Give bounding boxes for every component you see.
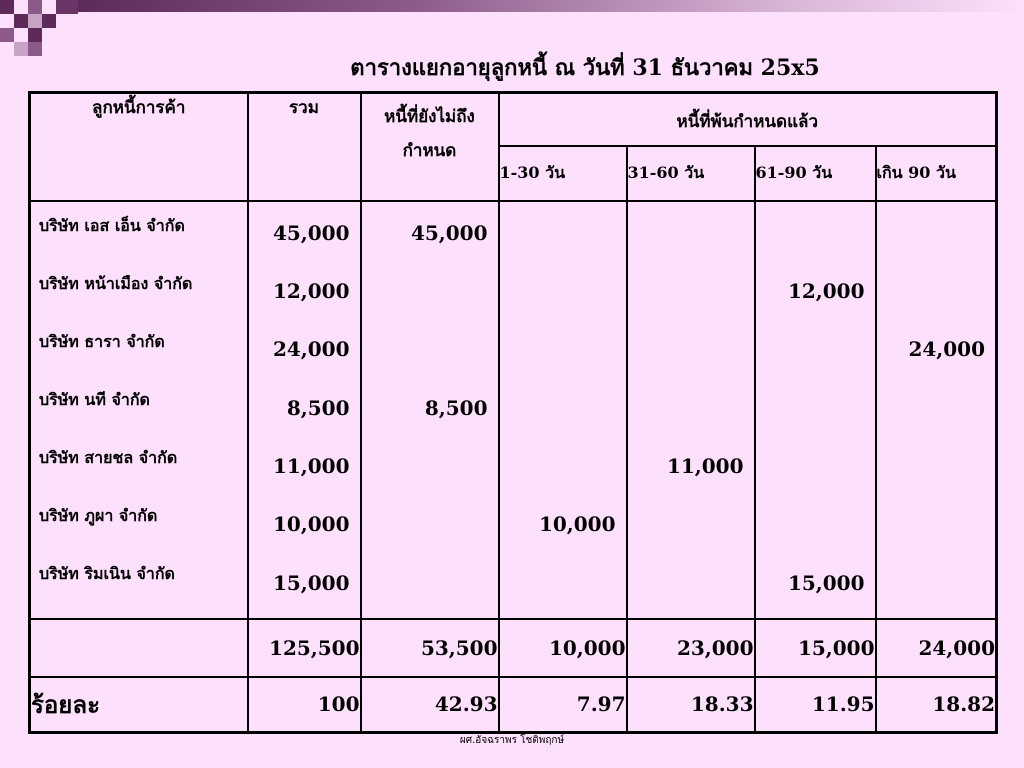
decorative-square bbox=[28, 0, 42, 14]
bucket-1-30-cell: 10,000 bbox=[538, 512, 616, 537]
customer-name: บริษัท เอส เอ็น จำกัด bbox=[39, 215, 185, 235]
not-due-cell bbox=[362, 493, 498, 551]
bucket-31-60-cell bbox=[628, 260, 754, 318]
bucket-1-30-cell bbox=[500, 260, 626, 318]
customer-name: บริษัท สายชล จำกัด bbox=[39, 447, 178, 467]
bucket-over-90-cell bbox=[877, 202, 996, 260]
percent-label: ร้อยละ bbox=[30, 677, 248, 733]
totals-total: 125,500 bbox=[248, 619, 361, 677]
decorative-gradient-bar bbox=[78, 0, 1024, 12]
decorative-square bbox=[28, 28, 42, 42]
bucket-31-60-cell bbox=[628, 202, 754, 260]
totals-bucket-1-30: 10,000 bbox=[499, 619, 627, 677]
totals-row bbox=[30, 619, 997, 677]
total-cell: 45,000 bbox=[272, 220, 350, 245]
bucket-31-60-cell bbox=[628, 318, 754, 376]
bucket-1-30-cell bbox=[500, 435, 626, 493]
header-customer: ลูกหนี้การค้า bbox=[30, 93, 248, 201]
bucket-over-90-cell: 24,000 bbox=[908, 337, 985, 362]
total-cell: 8,500 bbox=[286, 395, 350, 420]
percent-not-due: 42.93 bbox=[361, 677, 499, 733]
customer-name: บริษัท ภูผา จำกัด bbox=[39, 505, 158, 525]
header-bucket-61-90: 61-90 วัน bbox=[755, 146, 876, 201]
decorative-square bbox=[0, 0, 14, 14]
bucket-over-90-cell bbox=[877, 435, 996, 493]
percent-bucket-1-30: 7.97 bbox=[499, 677, 627, 733]
bucket-over-90-cell bbox=[877, 260, 996, 318]
header-bucket-1-30: 1-30 วัน bbox=[499, 146, 627, 201]
header-bucket-31-60: 31-60 วัน bbox=[627, 146, 755, 201]
not-due-cell: 8,500 bbox=[424, 395, 488, 420]
not-due-column bbox=[361, 201, 499, 619]
bucket-1-30-column bbox=[499, 201, 627, 619]
decorative-square bbox=[0, 28, 14, 42]
not-due-cell bbox=[362, 552, 498, 610]
decorative-square bbox=[14, 0, 28, 14]
bucket-over-90-cell bbox=[877, 377, 996, 435]
decorative-square bbox=[14, 14, 28, 28]
totals-bucket-61-90: 15,000 bbox=[755, 619, 876, 677]
customer-name: บริษัท หน้าเมือง จำกัด bbox=[39, 273, 193, 293]
percent-total: 100 bbox=[248, 677, 361, 733]
bucket-1-30-cell bbox=[500, 202, 626, 260]
totals-not-due: 53,500 bbox=[361, 619, 499, 677]
totals-label-cell bbox=[30, 619, 248, 677]
bucket-31-60-cell bbox=[628, 377, 754, 435]
totals-bucket-31-60: 23,000 bbox=[627, 619, 755, 677]
not-due-cell bbox=[362, 318, 498, 376]
percent-row bbox=[30, 677, 997, 733]
page-title: ตารางแยกอายุลูกหนี้ ณ วันที่ 31 ธันวาคม 25x5 bbox=[350, 55, 820, 81]
percent-bucket-31-60: 18.33 bbox=[627, 677, 755, 733]
bucket-1-30-cell bbox=[500, 377, 626, 435]
bucket-61-90-cell bbox=[756, 493, 875, 551]
total-cell: 10,000 bbox=[272, 512, 350, 537]
customer-name: บริษัท ริมเนิน จำกัด bbox=[39, 563, 175, 583]
bucket-61-90-cell bbox=[756, 202, 875, 260]
bucket-over-90-cell bbox=[877, 552, 996, 610]
bucket-61-90-cell: 12,000 bbox=[787, 278, 865, 303]
decorative-square bbox=[56, 0, 78, 14]
decorative-square bbox=[42, 14, 56, 28]
decorative-square bbox=[28, 14, 42, 28]
customer-name: บริษัท นที จำกัด bbox=[39, 389, 150, 409]
bucket-1-30-cell bbox=[500, 552, 626, 610]
customer-name: บริษัท ธารา จำกัด bbox=[39, 331, 165, 351]
bucket-1-30-cell bbox=[500, 318, 626, 376]
totals-bucket-over-90: 24,000 bbox=[876, 619, 997, 677]
total-cell: 15,000 bbox=[272, 570, 350, 595]
total-column bbox=[248, 201, 361, 619]
bucket-61-90-cell: 15,000 bbox=[787, 570, 865, 595]
percent-bucket-over-90: 18.82 bbox=[876, 677, 997, 733]
percent-bucket-61-90: 11.95 bbox=[755, 677, 876, 733]
not-due-cell: 45,000 bbox=[410, 220, 488, 245]
bucket-61-90-cell bbox=[756, 318, 875, 376]
bucket-over-90-column bbox=[876, 201, 997, 619]
not-due-cell bbox=[362, 435, 498, 493]
header-not-due: หนี้ที่ยังไม่ถึงกำหนด bbox=[361, 93, 499, 201]
header-bucket-over-90: เกิน 90 วัน bbox=[876, 146, 997, 201]
bucket-over-90-cell bbox=[877, 493, 996, 551]
bucket-61-90-cell bbox=[756, 377, 875, 435]
aging-table bbox=[28, 91, 998, 734]
bucket-61-90-column bbox=[755, 201, 876, 619]
bucket-61-90-cell bbox=[756, 435, 875, 493]
bucket-31-60-column bbox=[627, 201, 755, 619]
bucket-31-60-cell bbox=[628, 552, 754, 610]
header-overdue: หนี้ที่พ้นกำหนดแล้ว bbox=[499, 93, 997, 146]
customer-names-column bbox=[30, 201, 248, 619]
decorative-square bbox=[42, 0, 56, 14]
total-cell: 24,000 bbox=[272, 337, 350, 362]
total-cell: 12,000 bbox=[272, 278, 350, 303]
footer-author: ผศ.อัจฉราพร โชติพฤกษ์ bbox=[459, 735, 565, 746]
bucket-31-60-cell: 11,000 bbox=[666, 454, 744, 479]
total-cell: 11,000 bbox=[272, 454, 350, 479]
header-total: รวม bbox=[248, 93, 361, 201]
not-due-cell bbox=[362, 260, 498, 318]
bucket-31-60-cell bbox=[628, 493, 754, 551]
